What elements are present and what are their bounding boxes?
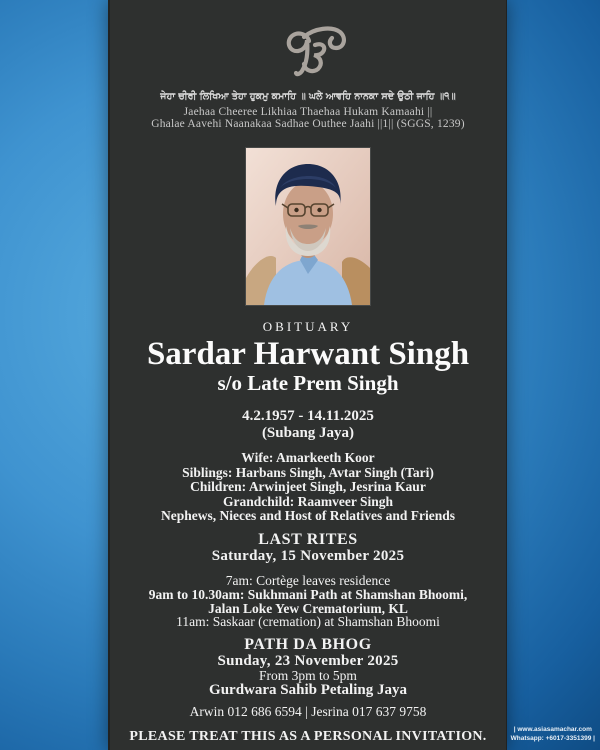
family-line-children: Children: Arwinjeet Singh, Jesrina Kaur bbox=[190, 479, 426, 495]
contact-numbers: Arwin 012 686 6594 | Jesrina 017 637 9758 bbox=[189, 703, 427, 719]
personal-invitation-note: PLEASE TREAT THIS AS A PERSONAL INVITATION. bbox=[129, 728, 487, 744]
family-line-siblings: Siblings: Harbans Singh, Avtar Singh (Tari) bbox=[182, 464, 434, 480]
path-da-bhog-title: PATH DA BHOG bbox=[244, 636, 372, 654]
schedule-line-crematorium: Jalan Loke Yew Crematorium, KL bbox=[208, 600, 408, 616]
obituary-card bbox=[108, 0, 507, 750]
path-da-bhog-date: Sunday, 23 November 2025 bbox=[217, 653, 399, 670]
publisher-website: | www.asiasamachar.com bbox=[513, 726, 592, 733]
last-rites-schedule bbox=[110, 574, 506, 629]
transliteration-line-2: Ghalae Aavehi Naanakaa Sadhae Outhee Jaahi ||1|| (SGGS, 1239) bbox=[151, 118, 465, 130]
path-da-bhog-venue: Gurdwara Sahib Petaling Jaya bbox=[209, 681, 407, 698]
life-dates: 4.2.1957 - 14.11.2025 bbox=[242, 408, 374, 424]
deceased-relation: s/o Late Prem Singh bbox=[217, 371, 399, 395]
schedule-line-sukhmani-path: 9am to 10.30am: Sukhmani Path at Shamshan Bhoomi, bbox=[148, 586, 468, 602]
schedule-line-saskaar: 11am: Saskaar (cremation) at Shamshan Bhoomi bbox=[176, 614, 440, 630]
obituary-label: OBITUARY bbox=[262, 319, 354, 334]
last-rites-date: Saturday, 15 November 2025 bbox=[211, 547, 405, 564]
path-da-bhog-time: From 3pm to 5pm bbox=[259, 668, 357, 684]
gurmukhi-verse: ਜੇਹਾ ਚੀਰੀ ਲਿਖਿਆ ਤੇਹਾ ਹੁਕਮੁ ਕਮਾਹਿ ॥ ਘਲੇ ਆਵਹਿ ਨਾਨਕਾ ਸਦੇ ਉਠੀ ਜਾਹਿ ॥੧॥ bbox=[160, 91, 456, 102]
portrait-photo bbox=[246, 148, 370, 305]
family-list bbox=[110, 451, 506, 524]
publisher-whatsapp: Whatsapp: +6017-3351399 | bbox=[510, 735, 595, 742]
schedule-line-cortege: 7am: Cortège leaves residence bbox=[225, 572, 391, 588]
transliteration-line-1: Jaehaa Cheeree Likhiaa Thaehaa Hukam Kamaahi || bbox=[183, 106, 433, 118]
place: (Subang Jaya) bbox=[261, 425, 355, 441]
deceased-name: Sardar Harwant Singh bbox=[146, 336, 470, 372]
family-line-relatives: Nephews, Nieces and Host of Relatives and Friends bbox=[161, 508, 455, 524]
family-line-wife: Wife: Amarkeeth Koor bbox=[241, 450, 375, 465]
last-rites-title: LAST RITES bbox=[258, 530, 358, 548]
family-line-grandchild: Grandchild: Raamveer Singh bbox=[222, 493, 393, 509]
ik-onkar-icon bbox=[267, 26, 349, 78]
publisher-info bbox=[511, 725, 595, 743]
